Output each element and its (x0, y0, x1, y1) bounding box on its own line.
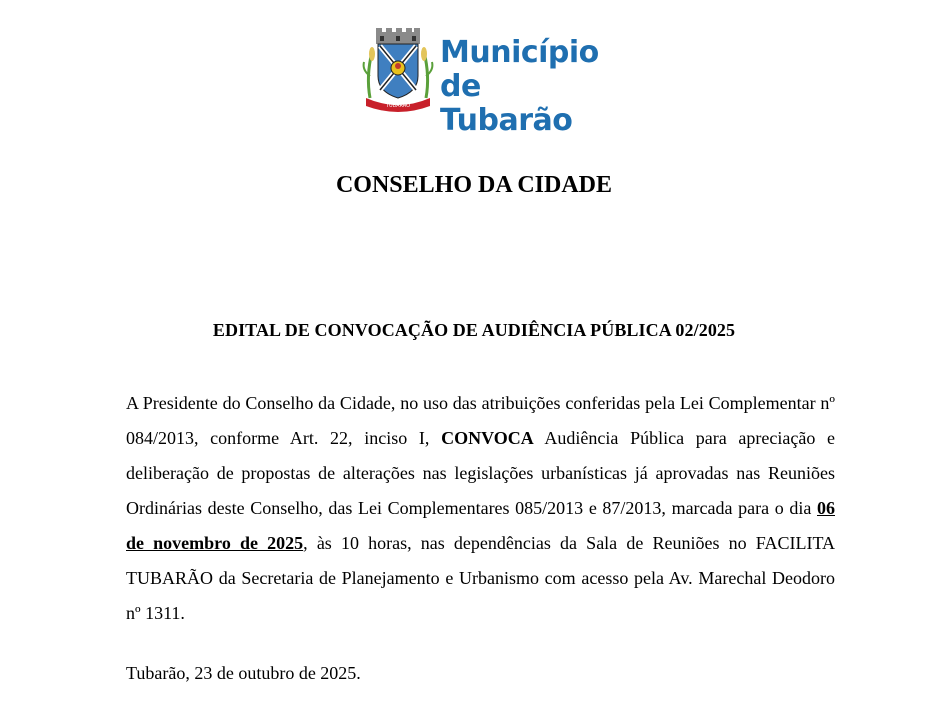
dateline: Tubarão, 23 de outubro de 2025. (126, 663, 361, 683)
paragraph-bold-convoca: CONVOCA (441, 428, 534, 448)
document-title: CONSELHO DA CIDADE (335, 172, 613, 198)
paragraph-text-1: A Presidente do Conselho da Cidade, no uso das atribuições conferidas pela Lei Complementar nº 084/2013, conforme Art. 22, inciso I, (126, 393, 835, 448)
meeting-date: 06 de novembro de 2025 (126, 498, 835, 553)
coat-of-arms-icon (358, 26, 438, 112)
paragraph-text-3: , às 10 horas, nas dependências da Sala de Reuniões no FACILITA TUBARÃO da Secretaria de Planejamento e Urbanismo com acesso pela Av. Marechal Deodoro nº 1311. (126, 533, 836, 623)
logo-line-1: Município (440, 35, 599, 70)
paragraph-text-2: Audiência Pública para apreciação e deliberação de propostas de alterações nas legislações urbanísticas já aprovadas nas Reuniões Ordinárias deste Conselho, das Lei Complementares 085/2013 e 87/2013, marcada para o dia (126, 428, 836, 518)
logo-line-2: de Tubarão (440, 69, 573, 138)
document-subtitle: EDITAL DE CONVOCAÇÃO DE AUDIÊNCIA PÚBLICA 02/2025 (212, 320, 736, 340)
convocation-paragraph (126, 386, 835, 631)
logo-wordmark (440, 36, 608, 138)
municipality-logo (358, 26, 608, 138)
svg-text:TUBARÃO: TUBARÃO (385, 103, 411, 109)
